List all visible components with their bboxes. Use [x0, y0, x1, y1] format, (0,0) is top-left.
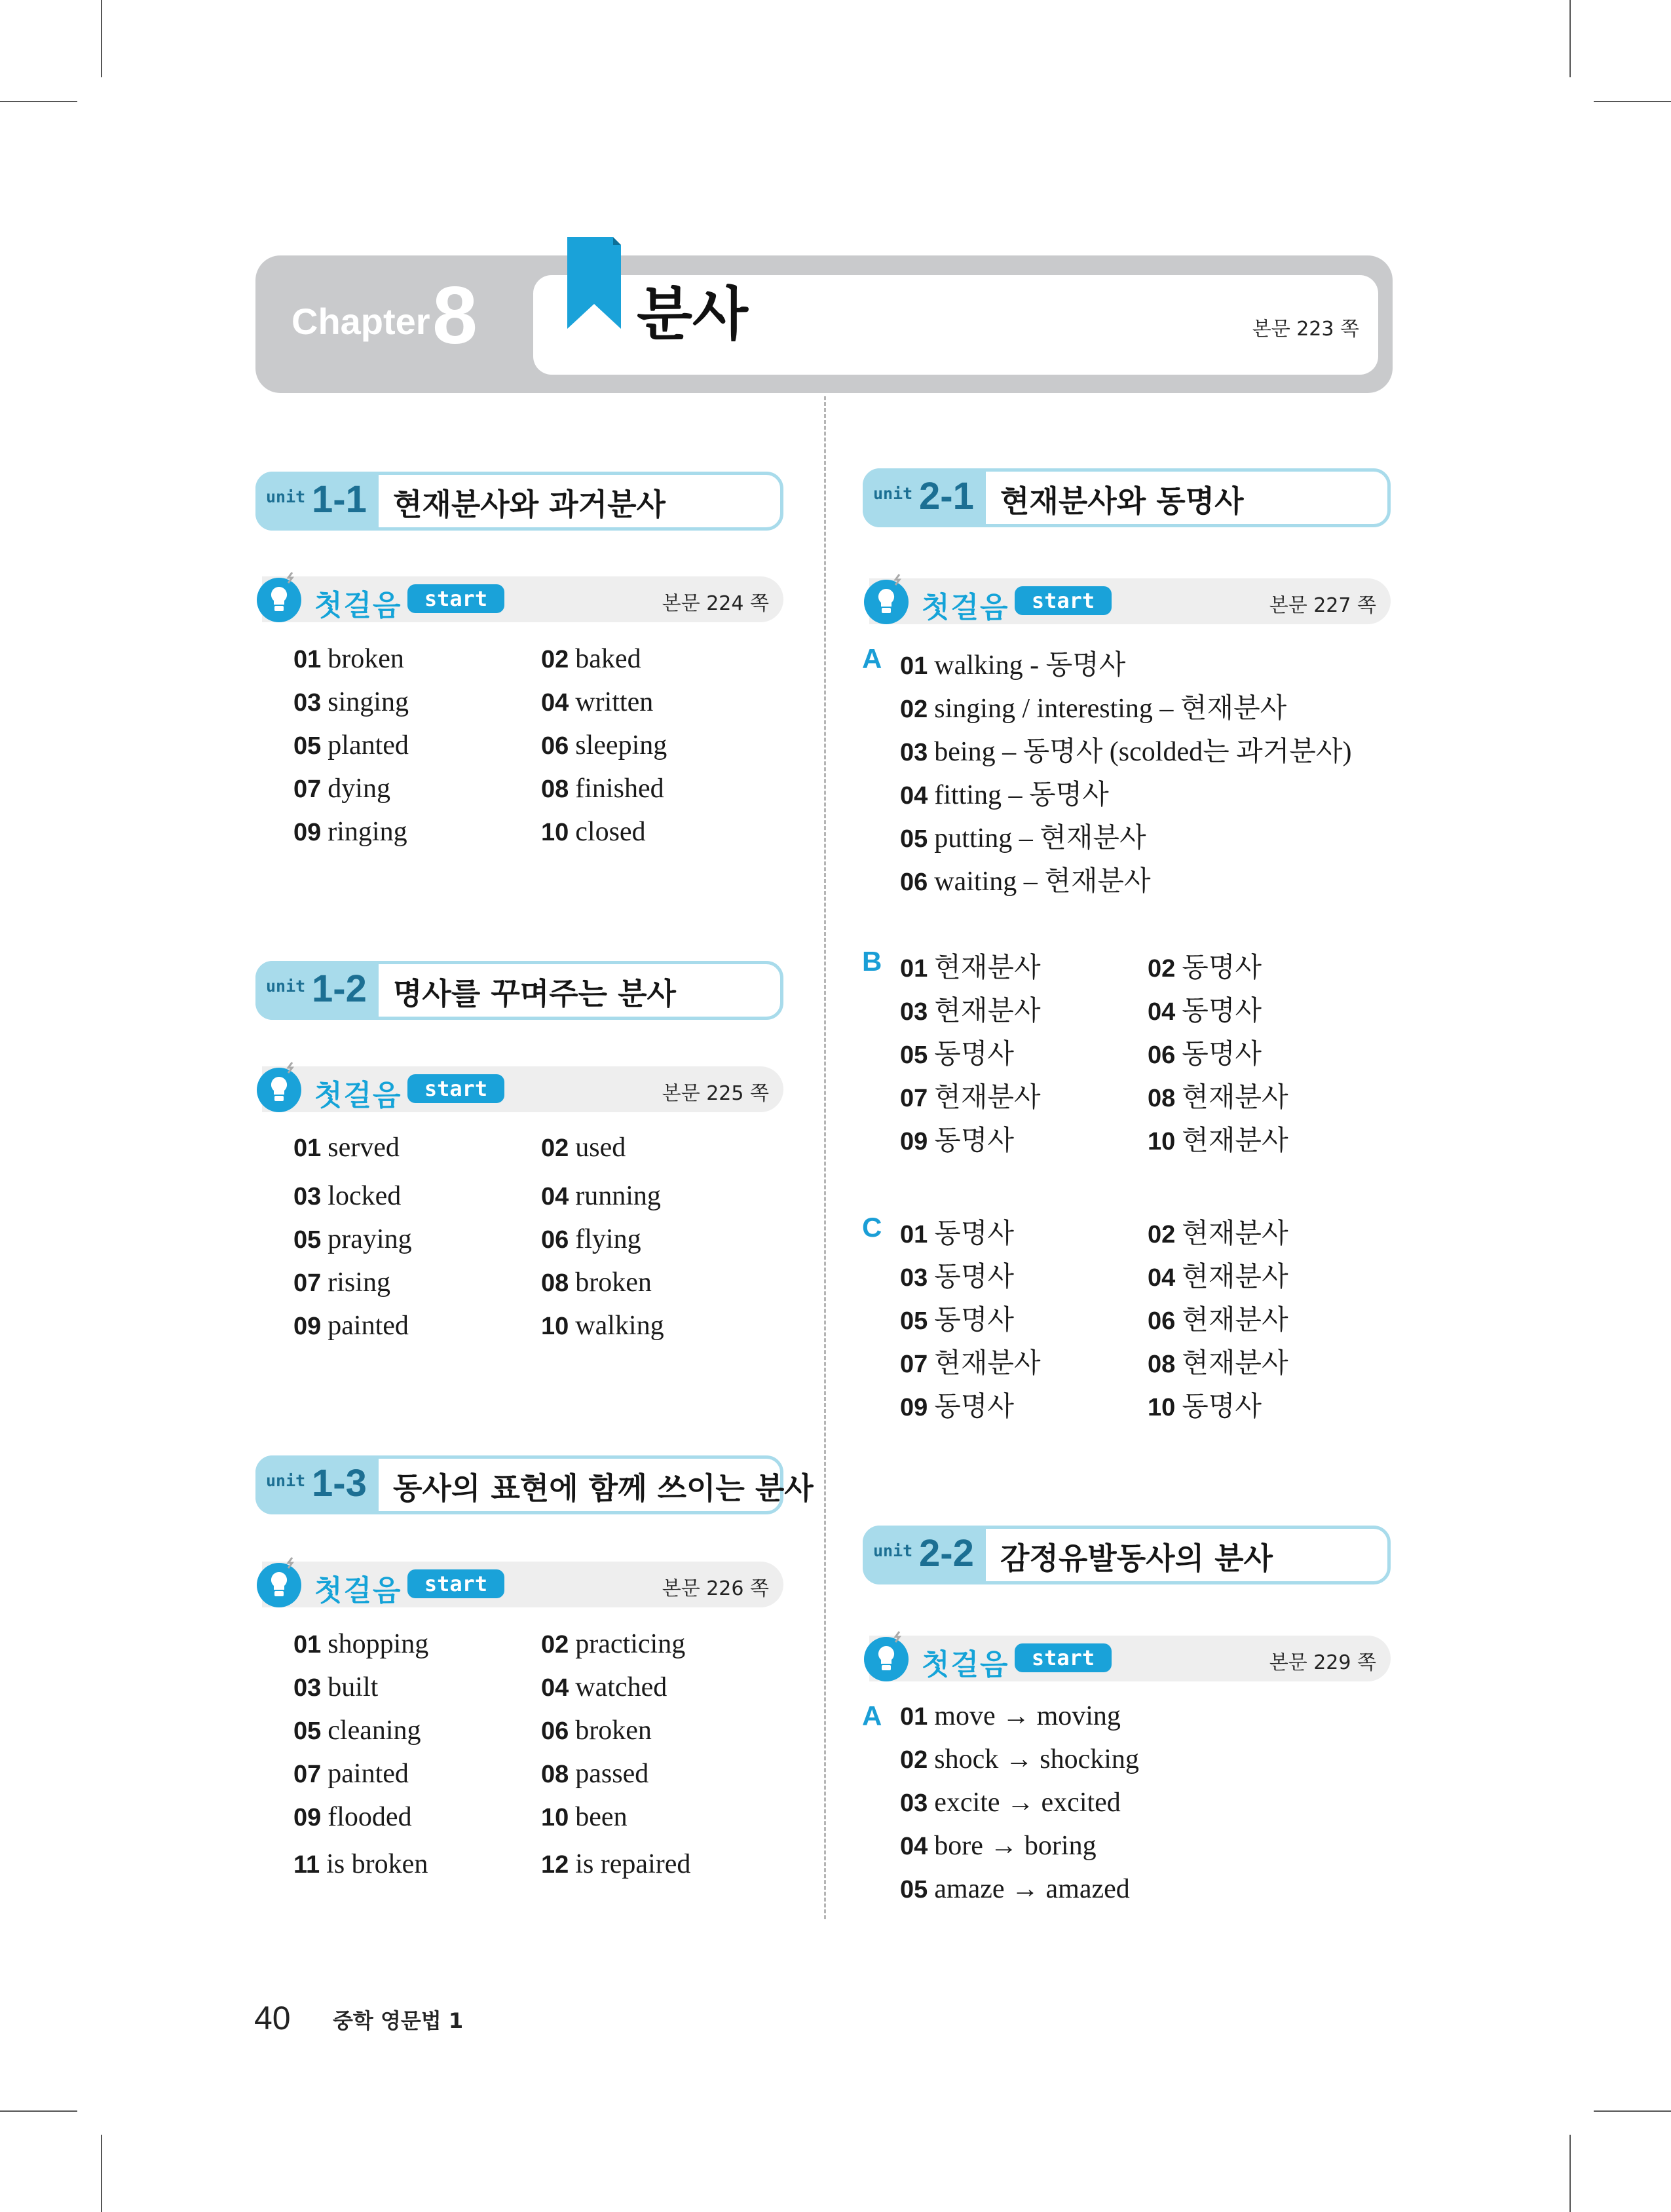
answer-item: 11 is broken — [293, 1849, 428, 1879]
crop-mark — [101, 2135, 102, 2212]
answer-item: 01 shopping — [293, 1629, 429, 1659]
answer-item: 03 excite → excited — [900, 1788, 1121, 1818]
unit-title: 감정유발동사의 분사 — [1000, 1541, 1273, 1576]
answer-item: 08 현재분사 — [1148, 1349, 1288, 1379]
start-badge: start — [407, 1074, 504, 1103]
lightbulb-icon — [255, 1060, 305, 1115]
answer-item: 05 praying — [293, 1224, 412, 1254]
page-ref: 본문 226 쪽 — [662, 1577, 769, 1600]
answer-item: 03 현재분사 — [900, 996, 1041, 1026]
crop-mark — [1569, 2135, 1571, 2212]
column-divider — [824, 396, 826, 1919]
answer-item: 03 built — [293, 1672, 379, 1702]
answer-item: 10 closed — [541, 817, 646, 847]
book-title: 중학 영문법 1 — [333, 2008, 464, 2033]
answer-item: 07 dying — [293, 774, 390, 804]
answer-item: 10 been — [541, 1802, 628, 1832]
answer-item: 02 baked — [541, 644, 641, 674]
answer-item: 04 동명사 — [1148, 996, 1262, 1026]
lightbulb-icon — [863, 572, 912, 627]
answer-item: 07 rising — [293, 1267, 390, 1298]
answer-item: 04 fitting – 동명사 — [900, 780, 1109, 810]
answer-item: 04 현재분사 — [1148, 1262, 1288, 1292]
unit-number: 2-1 — [919, 475, 974, 517]
unit-label: unit — [266, 1471, 306, 1490]
answer-item: 05 동명사 — [900, 1040, 1014, 1070]
chapter-number: 8 — [432, 271, 478, 361]
start-bar-1-3 — [255, 1562, 783, 1607]
answer-item: 08 passed — [541, 1759, 649, 1789]
crop-mark — [0, 101, 77, 102]
start-label-korean: 첫걸음 — [314, 1079, 402, 1112]
unit-title: 명사를 꾸며주는 분사 — [393, 976, 676, 1011]
page-ref: 본문 224 쪽 — [662, 592, 769, 615]
answer-item: 08 broken — [541, 1267, 652, 1298]
crop-mark — [0, 2110, 77, 2112]
answer-item: 05 planted — [293, 730, 409, 760]
unit-number: 1-1 — [312, 478, 367, 521]
answer-item: 06 현재분사 — [1148, 1305, 1288, 1336]
answer-item: 02 현재분사 — [1148, 1219, 1288, 1249]
unit-header-2-2 — [863, 1526, 1391, 1584]
answer-item: 01 broken — [293, 644, 404, 674]
section-letter-c: C — [862, 1212, 882, 1243]
chapter-label: Chapter — [291, 301, 430, 342]
answer-item: 10 walking — [541, 1311, 664, 1341]
answer-item: 03 locked — [293, 1181, 402, 1211]
answer-item: 10 동명사 — [1148, 1392, 1262, 1422]
answer-item: 01 served — [293, 1133, 400, 1163]
lightbulb-icon — [255, 1555, 305, 1610]
answer-item: 03 singing — [293, 687, 409, 717]
lightbulb-icon — [863, 1629, 912, 1684]
unit-header-1-1 — [255, 472, 783, 531]
answer-item: 03 동명사 — [900, 1262, 1014, 1292]
page-ref: 본문 227 쪽 — [1269, 594, 1376, 617]
page-number: 40 — [254, 2000, 291, 2036]
crop-mark — [1594, 2110, 1671, 2112]
crop-mark — [101, 0, 102, 77]
start-badge: start — [407, 584, 504, 613]
answer-item: 03 being – 동명사 (scolded는 과거분사) — [900, 737, 1352, 767]
answer-item: 09 painted — [293, 1311, 409, 1341]
answer-item: 01 walking - 동명사 — [900, 650, 1126, 681]
answer-item: 09 동명사 — [900, 1392, 1014, 1422]
unit-title: 동사의 표현에 함께 쓰이는 분사 — [393, 1471, 814, 1506]
answer-item: 04 running — [541, 1181, 661, 1211]
unit-number: 1-3 — [312, 1462, 367, 1505]
start-label-korean: 첫걸음 — [922, 591, 1009, 624]
answer-item: 02 practicing — [541, 1629, 686, 1659]
bookmark-icon — [567, 237, 621, 329]
crop-mark — [1569, 0, 1571, 77]
unit-header-1-2 — [255, 961, 783, 1020]
answer-item: 09 flooded — [293, 1802, 412, 1832]
chapter-page-ref: 본문 223 쪽 — [1252, 318, 1359, 341]
answer-item: 02 singing / interesting – 현재분사 — [900, 694, 1287, 724]
answer-item: 06 sleeping — [541, 730, 667, 760]
section-letter-a: A — [862, 643, 882, 674]
answer-item: 07 painted — [293, 1759, 409, 1789]
start-label-korean: 첫걸음 — [314, 1574, 402, 1607]
answer-item: 08 finished — [541, 774, 664, 804]
unit-label: unit — [873, 484, 913, 503]
start-badge: start — [1015, 586, 1112, 615]
start-bar-1-2 — [255, 1066, 783, 1112]
answer-item: 01 동명사 — [900, 1219, 1014, 1249]
answer-item: 05 cleaning — [293, 1715, 421, 1746]
page-ref: 본문 229 쪽 — [1269, 1651, 1376, 1674]
unit-label: unit — [266, 977, 306, 996]
answer-item: 06 동명사 — [1148, 1040, 1262, 1070]
unit-number: 1-2 — [312, 967, 367, 1010]
start-badge: start — [407, 1569, 504, 1598]
lightbulb-icon — [255, 570, 305, 625]
answer-item: 02 동명사 — [1148, 953, 1262, 983]
answer-item: 05 동명사 — [900, 1305, 1014, 1336]
section-letter-a: A — [862, 1700, 882, 1731]
answer-item: 06 flying — [541, 1224, 641, 1254]
answer-item: 02 shock → shocking — [900, 1744, 1139, 1774]
answer-item: 06 waiting – 현재분사 — [900, 867, 1151, 897]
answer-item: 08 현재분사 — [1148, 1083, 1288, 1113]
chapter-title: 분사 — [637, 280, 749, 348]
start-bar-1-1 — [255, 576, 783, 622]
crop-mark — [1594, 101, 1671, 102]
section-letter-b: B — [862, 946, 882, 977]
answer-item: 04 written — [541, 687, 654, 717]
unit-label: unit — [266, 487, 306, 506]
start-bar-2-1 — [863, 578, 1391, 624]
answer-item: 04 watched — [541, 1672, 667, 1702]
start-badge: start — [1015, 1643, 1112, 1672]
start-bar-2-2 — [863, 1636, 1391, 1681]
answer-item: 07 현재분사 — [900, 1349, 1041, 1379]
answer-item: 10 현재분사 — [1148, 1126, 1288, 1156]
answer-item: 06 broken — [541, 1715, 652, 1746]
answer-item: 01 현재분사 — [900, 953, 1041, 983]
start-label-korean: 첫걸음 — [314, 589, 402, 622]
answer-item: 09 동명사 — [900, 1126, 1014, 1156]
page-ref: 본문 225 쪽 — [662, 1082, 769, 1105]
unit-title: 현재분사와 동명사 — [1000, 483, 1244, 519]
unit-header-1-3 — [255, 1455, 814, 1514]
answer-item: 04 bore → boring — [900, 1831, 1097, 1861]
unit-title: 현재분사와 과거분사 — [393, 487, 666, 522]
answer-item: 05 putting – 현재분사 — [900, 823, 1146, 853]
answer-item: 07 현재분사 — [900, 1083, 1041, 1113]
start-label-korean: 첫걸음 — [922, 1648, 1009, 1681]
unit-number: 2-2 — [919, 1532, 974, 1575]
answer-item: 01 move → moving — [900, 1701, 1121, 1731]
answer-item: 02 used — [541, 1133, 626, 1163]
answer-item: 12 is repaired — [541, 1849, 691, 1879]
unit-label: unit — [873, 1541, 913, 1560]
answer-item: 05 amaze → amazed — [900, 1874, 1130, 1904]
answer-item: 09 ringing — [293, 817, 407, 847]
unit-header-2-1 — [863, 468, 1391, 527]
